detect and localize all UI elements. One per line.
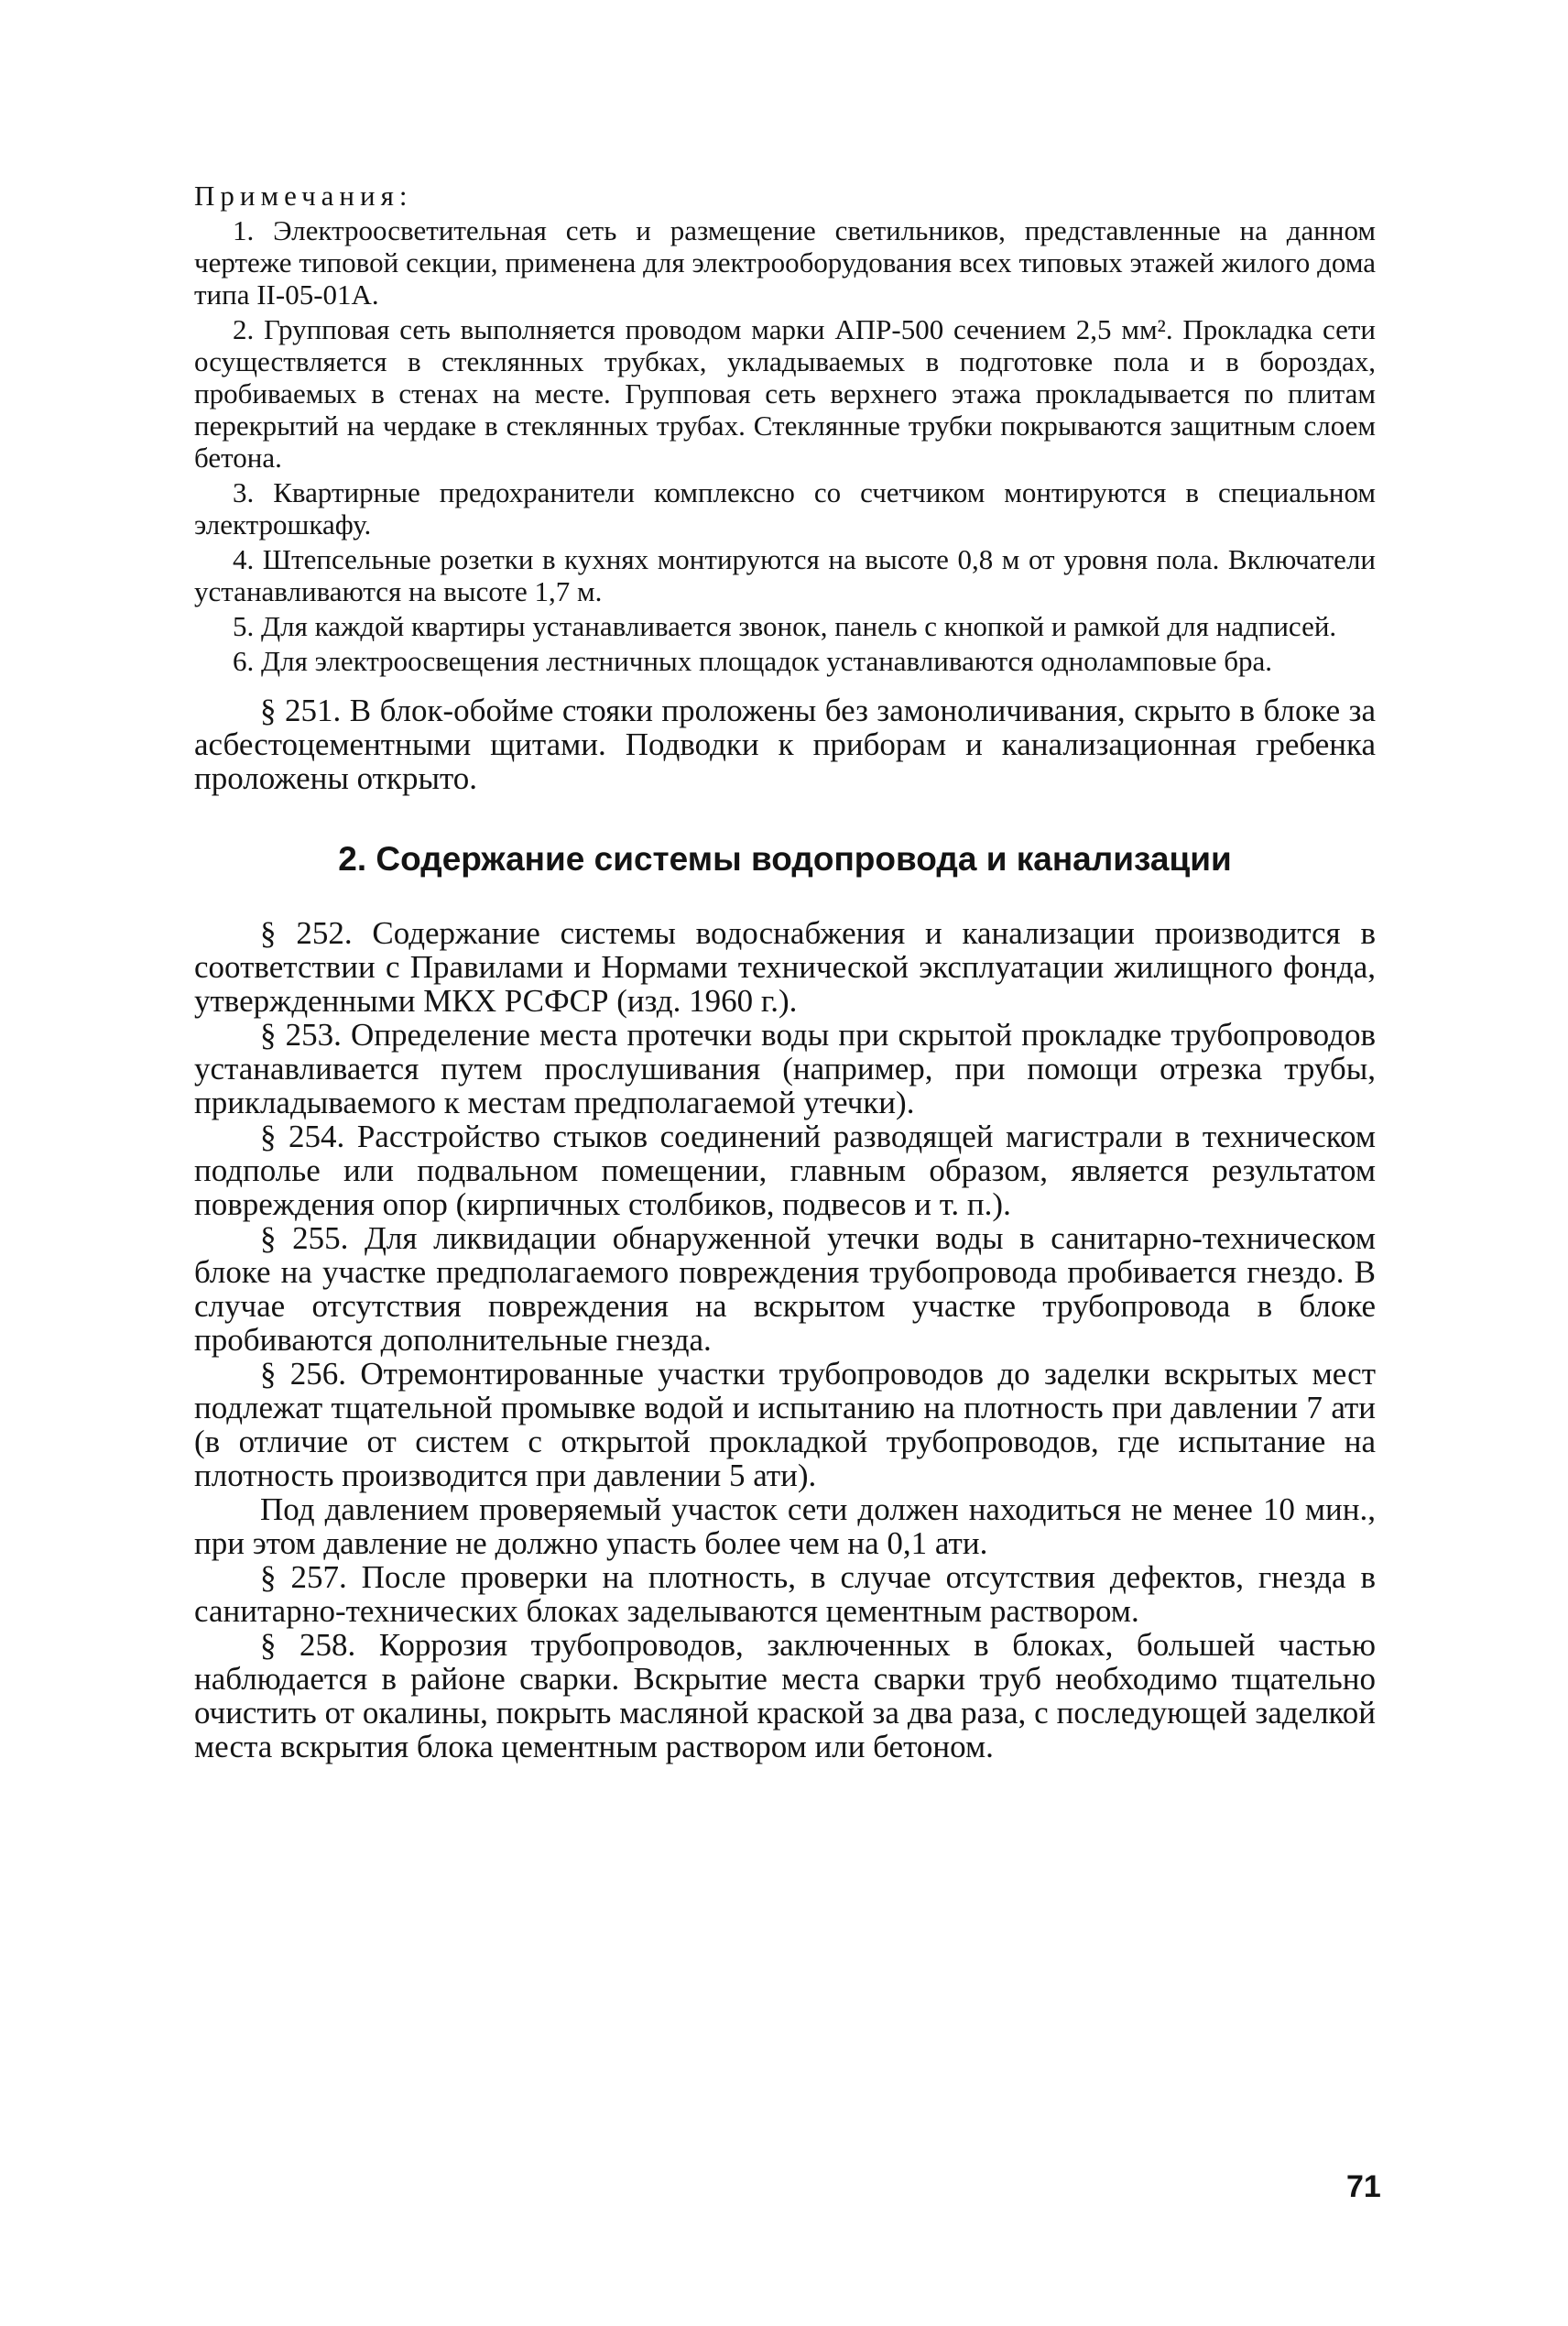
paragraph-256: § 256. Отремонтированные участки трубопроводов до заделки вскрытых мест подлежат тщательной промывке водой и испытанию на плотность при давлении 7 ати (в отличие от систем с открытой прокладкой трубопроводов, где испытание на плотность производится при давлении 5 ати).: [194, 1356, 1376, 1493]
paragraph-255: § 255. Для ликвидации обнаруженной утечки воды в санитарно-техническом блоке на участке предполагаемого повреждения трубопровода пробивается гнездо. В случае отсутствия повреждения на вскрытом участке трубопровода в блоке пробиваются дополнительные гнезда.: [194, 1220, 1376, 1358]
paragraph-254: § 254. Расстройство стыков соединений разводящей магистрали в техническом подполье или подвальном помещении, главным образом, является результатом повреждения опор (кирпичных столбиков, подвесов и т. п.).: [194, 1119, 1376, 1222]
note-3: 3. Квартирные предохранители комплексно со счетчиком монтируются в специальном электрошкафу.: [194, 476, 1376, 541]
section-title: 2. Содержание системы водопровода и канализации: [338, 840, 1232, 878]
document-page: [194, 180, 1376, 1764]
paragraph-257: § 257. После проверки на плотность, в случае отсутствия дефектов, гнезда в санитарно-технических блоках заделываются цементным раствором.: [194, 1559, 1376, 1629]
note-5: 5. Для каждой квартиры устанавливается звонок, панель с кнопкой и рамкой для надписей.: [233, 610, 1337, 642]
paragraph-256-continued: Под давлением проверяемый участок сети должен находиться не менее 10 мин., при этом давление не должно упасть более чем на 0,1 ати.: [194, 1491, 1376, 1561]
note-1: 1. Электроосветительная сеть и размещение светильников, представленные на данном чертеже типовой секции, применена для электрооборудования всех типовых этажей жилого дома типа II-05-01А.: [194, 214, 1376, 311]
page-number: 71: [1346, 2169, 1381, 2204]
notes-heading: Примечания:: [194, 180, 413, 212]
paragraph-251: § 251. В блок-обойме стояки проложены без замоноличивания, скрыто в блоке за асбестоцементными щитами. Подводки к приборам и канализационная гребенка проложены открыто.: [194, 693, 1376, 796]
paragraph-253: § 253. Определение места протечки воды при скрытой прокладке трубопроводов устанавливается путем прослушивания (например, при помощи отрезка трубы, прикладываемого к местам предполагаемой утечки).: [194, 1017, 1376, 1120]
note-6: 6. Для электроосвещения лестничных площадок устанавливаются одноламповые бра.: [233, 645, 1273, 677]
paragraph-252: § 252. Содержание системы водоснабжения и канализации производится в соответствии с Правилами и Нормами технической эксплуатации жилищного фонда, утвержденными МКХ РСФСР (изд. 1960 г.).: [194, 915, 1376, 1019]
note-4: 4. Штепсельные розетки в кухнях монтируются на высоте 0,8 м от уровня пола. Включатели устанавливаются на высоте 1,7 м.: [194, 543, 1376, 607]
paragraph-258: § 258. Коррозия трубопроводов, заключенных в блоках, большей частью наблюдается в районе сварки. Вскрытие места сварки труб необходимо тщательно очистить от окалины, покрыть масляной краской за два раза, с последующей заделкой места вскрытия блока цементным раствором или бетоном.: [194, 1627, 1376, 1764]
note-2: 2. Групповая сеть выполняется проводом марки АПР-500 сечением 2,5 мм². Прокладка сети осуществляется в стеклянных трубках, укладываемых в подготовке пола и в бороздах, пробиваемых в стенах на месте. Групповая сеть верхнего этажа прокладывается по плитам перекрытий на чердаке в стеклянных трубах. Стеклянные трубки покрываются защитным слоем бетона.: [194, 313, 1376, 474]
